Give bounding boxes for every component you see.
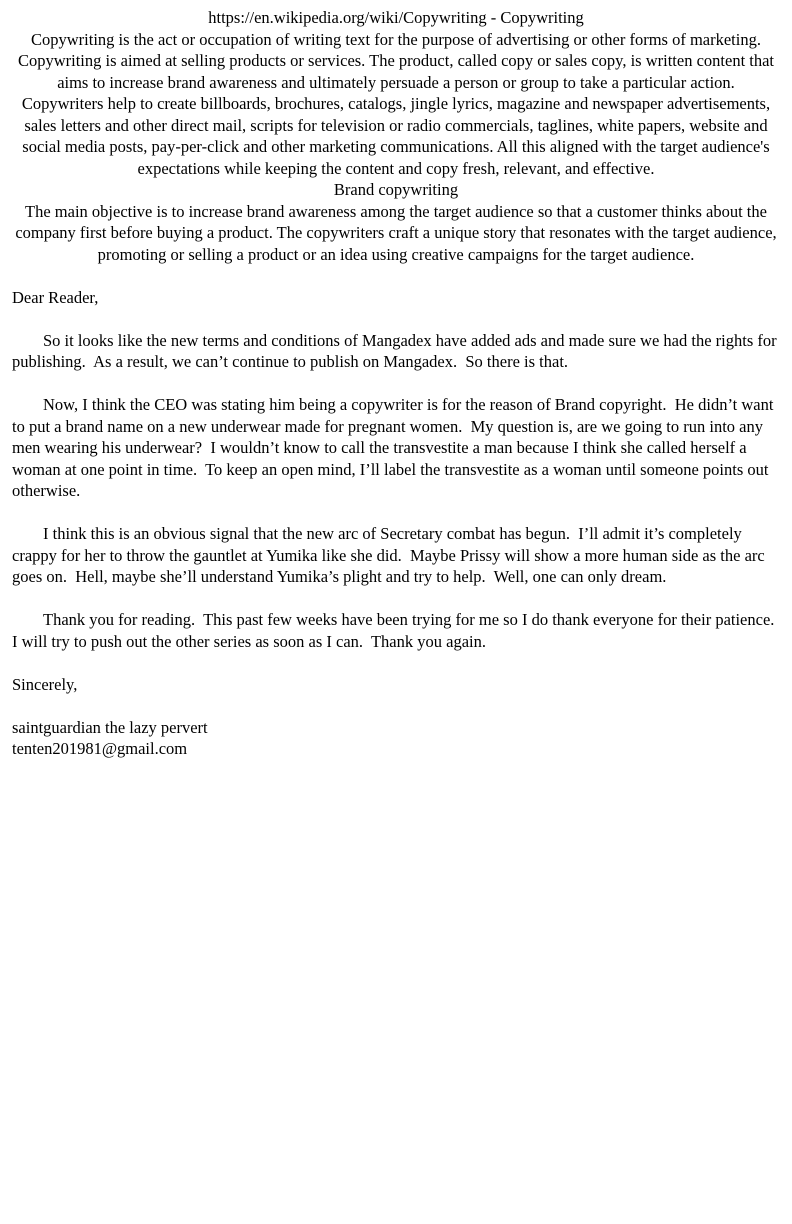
letter-paragraph: So it looks like the new terms and conditions of Mangadex have added ads and made sure we had the rights for publishing. As a result, we can’t continue to publish on Mangadex. So there is that. <box>12 330 781 371</box>
section-heading: Brand copywriting <box>333 180 459 199</box>
wiki-paragraph-2: Copywriters help to create billboards, brochures, catalogs, jingle lyrics, magazine and newspaper advertisements, sales letters and other direct mail, scripts for television or radio commercials, taglines, white papers, website and social media posts, pay-per-click and other marketing communications. All this aligned with the target audience's expectations while keeping the content and copy fresh, relevant, and effective. <box>21 94 775 178</box>
wiki-excerpt-block <box>12 7 780 265</box>
wiki-paragraph-1: Copywriting is the act or occupation of writing text for the purpose of advertising or other forms of marketing. Copywriting is aimed at selling products or services. The product, called copy or sales copy, is written content that aims to increase brand awareness and ultimately persuade a person or group to take a particular action. <box>17 29 779 92</box>
wiki-section-paragraph: The main objective is to increase brand awareness among the target audience so that a customer thinks about the company first before buying a product. The copywriters craft a unique story that resonates with the target audience, promoting or selling a product or an idea using creative campaigns for the target audience. <box>15 201 781 264</box>
letter-paragraph: Now, I think the CEO was stating him being a copywriter is for the reason of Brand copyright. He didn’t want to put a brand name on a new underwear made for pregnant women. My question is, are we going to run into any men wearing his underwear? I wouldn’t know to call the transvestite a man because I think she called herself a woman at one point in time. To keep an open mind, I’ll label the transvestite as a woman until someone points out otherwise. <box>12 395 778 500</box>
source-line: https://en.wikipedia.org/wiki/Copywriting - Copywriting <box>208 8 584 27</box>
salutation: Dear Reader, <box>12 287 99 307</box>
signature-name: saintguardian the lazy pervert <box>12 717 208 737</box>
closing: Sincerely, <box>12 674 78 694</box>
letter-paragraph: I think this is an obvious signal that the new arc of Secretary combat has begun. I’ll admit it’s completely crappy for her to throw the gauntlet at Yumika like she did. Maybe Prissy will show a more human side as the arc goes on. Hell, maybe she’ll understand Yumika’s plight and try to help. Well, one can only dream. <box>12 524 769 586</box>
letter-paragraph: Thank you for reading. This past few weeks have been trying for me so I do thank everyone for their patience. I will try to push out the other series as soon as I can. Thank you again. <box>12 610 783 651</box>
signature-email: tenten201981@gmail.com <box>12 739 188 758</box>
letter-block <box>12 287 783 760</box>
